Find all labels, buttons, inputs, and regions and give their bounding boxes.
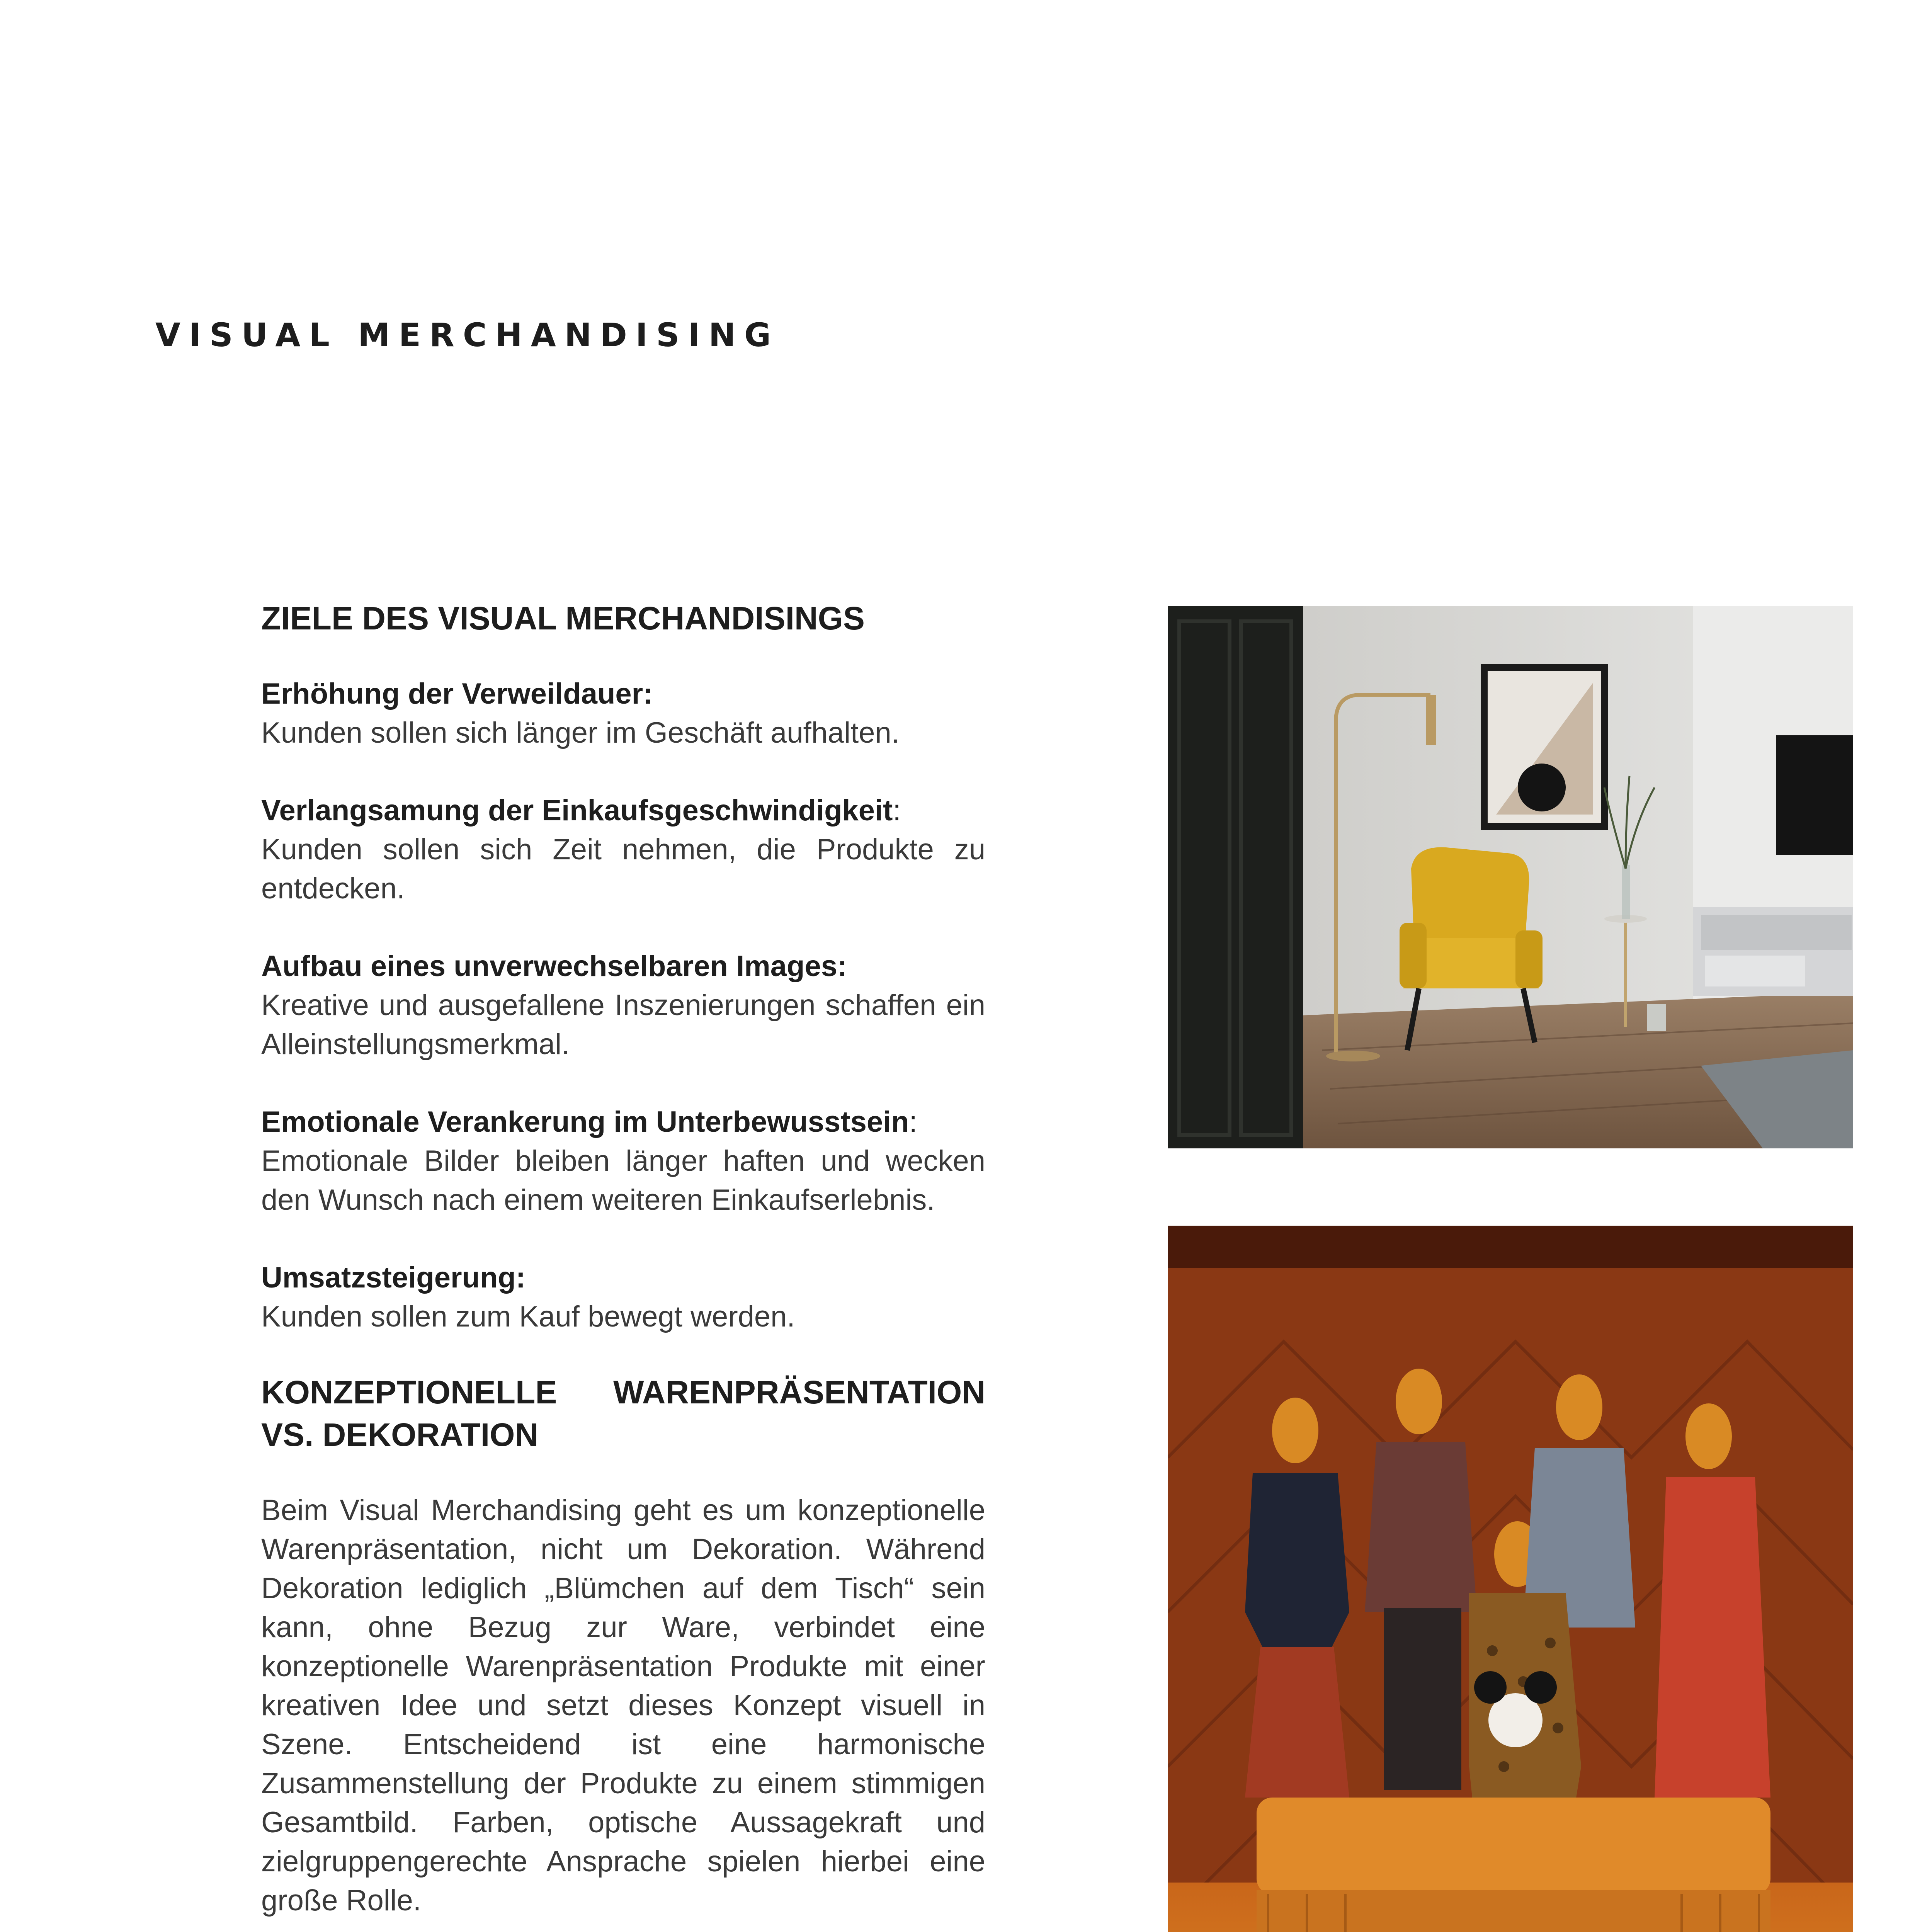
goals-heading: ZIELE DES VISUAL MERCHANDISINGS [261, 600, 865, 636]
goal-item [261, 1258, 985, 1336]
concept-heading: KONZEPTIONELLE WARENPRÄSENTATION VS. DEKORATION [261, 1374, 985, 1453]
goal-item [261, 674, 985, 752]
living-room-photo [1168, 606, 1853, 1148]
goal-item-desc: Kunden sollen sich Zeit nehmen, die Produkte zu entdecken. [261, 833, 985, 905]
goal-item [261, 947, 985, 1064]
goal-item-desc: Emotionale Bilder bleiben länger haften und wecken den Wunsch nach einem weiteren Einkaufserlebnis. [261, 1145, 985, 1216]
goal-item-title: Umsatzsteigerung: [261, 1261, 526, 1294]
goal-item-desc: Kunden sollen zum Kauf bewegt werden. [261, 1300, 795, 1333]
shop-window-photo [1168, 1226, 1853, 1932]
goal-item-title: Aufbau eines unverwechselbaren Images: [261, 950, 847, 983]
concept-paragraph: Beim Visual Merchandising geht es um konzeptionelle Warenpräsentation, nicht um Dekoration. Während Dekoration lediglich „Blümchen auf dem Tisch“ sein kann, ohne Bezug zur Ware, verbindet eine konzeptionelle Warenpräsentation Produkte mit einer kreativen Idee und setzt dieses Konzept visuell in Szene. Entscheidend ist eine harmonische Zusammenstellung der Produkte zu einem stimmigen Gesamtbild. Farben, optische Aussagekraft und zielgruppengerechte Ansprache spielen hierbei eine große Rolle. [261, 1494, 985, 1917]
goal-item [261, 791, 985, 908]
page-header-title: VISUAL MERCHANDISING [155, 316, 780, 354]
goal-item-desc: Kreative und ausgefallene Inszenierungen schaffen ein Alleinstellungsmerkmal. [261, 989, 985, 1061]
goal-item-title: Verlangsamung der Einkaufsgeschwindigkeit: [261, 794, 901, 827]
goal-item-desc: Kunden sollen sich länger im Geschäft aufhalten. [261, 716, 900, 749]
goal-item-title: Emotionale Verankerung im Unterbewusstsein: [261, 1105, 917, 1138]
text-column [261, 597, 985, 1932]
goal-item-title: Erhöhung der Verweildauer: [261, 677, 653, 710]
goal-item [261, 1102, 985, 1219]
